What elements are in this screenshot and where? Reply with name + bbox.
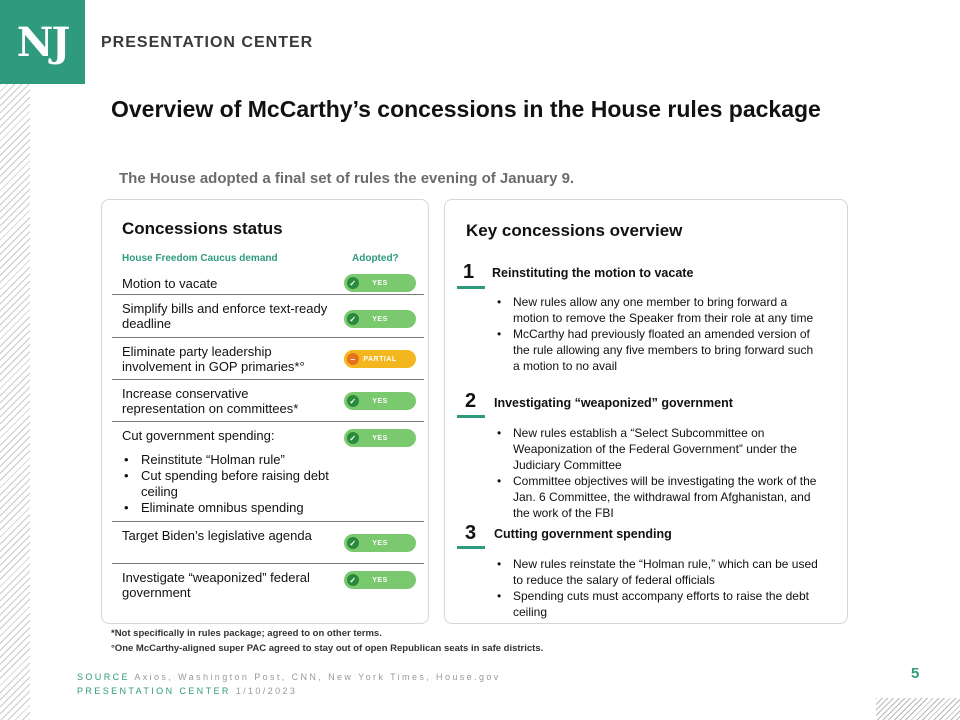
presentation-date: 1/10/2023: [235, 686, 298, 696]
nj-logo: NJ: [0, 0, 85, 84]
status-row-cut-spending: [112, 423, 424, 522]
concession-bullets: [497, 556, 823, 620]
presentation-date-line: [77, 686, 297, 696]
bullet-item: • Cut spending before raising debt ceiling: [122, 468, 342, 500]
decorative-hatch-left: [0, 84, 30, 720]
status-pill-text: YES: [372, 576, 388, 584]
status-row-party-leadership: [112, 339, 424, 380]
cut-spending-bullets: [122, 452, 342, 516]
status-pill-yes: [344, 392, 416, 410]
bullet-item: • Eliminate omnibus spending: [122, 500, 342, 516]
column-header-adopted: Adopted?: [352, 253, 399, 264]
status-pill-yes: [344, 534, 416, 552]
check-icon: ✓: [347, 432, 359, 444]
concession-bullets: [497, 425, 823, 521]
status-pill-text: PARTIAL: [363, 355, 397, 363]
footnote-degree: °One McCarthy-aligned super PAC agreed to stay out of open Republican seats in safe districts.: [111, 643, 544, 654]
footnote-asterisk: *Not specifically in rules package; agreed to on other terms.: [111, 628, 382, 639]
decorative-hatch-bottom-right: [876, 698, 960, 720]
concession-heading: Cutting government spending: [494, 527, 672, 541]
check-icon: ✓: [347, 313, 359, 325]
check-icon: ✓: [347, 395, 359, 407]
key-concessions-panel: [444, 199, 848, 624]
status-panel-title: Concessions status: [122, 219, 283, 238]
bullet-item: • Spending cuts must accompany efforts to raise the debt ceiling: [497, 588, 823, 620]
status-row-simplify-bills: [112, 296, 424, 338]
check-icon: ✓: [347, 574, 359, 586]
status-row-label: Simplify bills and enforce text-ready deadline: [122, 301, 328, 331]
check-icon: ✓: [347, 537, 359, 549]
status-pill-yes: [344, 310, 416, 328]
slide-title: Overview of McCarthy’s concessions in the House rules package: [111, 96, 821, 122]
status-pill-partial: [344, 350, 416, 368]
concession-bullets: [497, 294, 823, 374]
slide-subtitle: The House adopted a final set of rules the evening of January 9.: [119, 170, 575, 187]
key-panel-title: Key concessions overview: [466, 221, 683, 240]
concessions-status-panel: [101, 199, 429, 624]
status-row-label: Cut government spending:: [122, 428, 275, 443]
source-line: [77, 672, 501, 682]
concession-accent-bar: [457, 415, 485, 418]
status-row-label: Eliminate party leadership involvement in GOP primaries*°: [122, 344, 305, 374]
concession-accent-bar: [457, 286, 485, 289]
status-row-label: Investigate “weaponized” federal government: [122, 570, 310, 600]
check-icon: ✓: [347, 277, 359, 289]
bullet-item: • Committee objectives will be investigating the work of the Jan. 6 Committee, the withdrawal from Afghanistan, and the work of the FBI: [497, 473, 823, 521]
status-pill-text: YES: [372, 279, 388, 287]
dash-icon: –: [347, 353, 359, 365]
brand-name: PRESENTATION CENTER: [101, 34, 314, 51]
status-row-conservative-representation: [112, 381, 424, 422]
bullet-item: • Reinstitute “Holman rule”: [122, 452, 342, 468]
concession-number: 2: [465, 390, 477, 412]
status-row-weaponized-government: [112, 565, 424, 607]
status-row-label: Target Biden’s legislative agenda: [122, 528, 312, 543]
status-pill-text: YES: [372, 539, 388, 547]
status-row-motion-to-vacate: [112, 270, 424, 295]
status-pill-yes: [344, 571, 416, 589]
bullet-item: • New rules establish a “Select Subcommittee on Weaponization of the Federal Government” under the Judiciary Committee: [497, 425, 823, 473]
source-label: SOURCE: [77, 672, 130, 682]
concession-number: 1: [463, 261, 475, 283]
source-text: Axios, Washington Post, CNN, New York Times, House.gov: [134, 672, 501, 682]
bullet-item: • New rules reinstate the “Holman rule,” which can be used to reduce the salary of federal officials: [497, 556, 823, 588]
status-pill-yes: [344, 429, 416, 447]
presentation-center-label: PRESENTATION CENTER: [77, 686, 231, 696]
bullet-item: • McCarthy had previously floated an amended version of the rule allowing any five members to bring forward such a motion to no avail: [497, 326, 823, 374]
status-row-label: Motion to vacate: [122, 276, 218, 291]
status-row-biden-agenda: [112, 523, 424, 564]
bullet-item: • New rules allow any one member to bring forward a motion to remove the Speaker from their role at any time: [497, 294, 823, 326]
concession-heading: Reinstituting the motion to vacate: [492, 266, 694, 280]
page-number: 5: [911, 665, 920, 682]
status-pill-text: YES: [372, 397, 388, 405]
status-pill-text: YES: [372, 434, 388, 442]
status-pill-text: YES: [372, 315, 388, 323]
concession-accent-bar: [457, 546, 485, 549]
status-pill-yes: [344, 274, 416, 292]
column-header-demand: House Freedom Caucus demand: [122, 253, 278, 264]
status-row-label: Increase conservative representation on committees*: [122, 386, 299, 416]
concession-number: 3: [465, 522, 477, 544]
concession-heading: Investigating “weaponized” government: [494, 396, 733, 410]
